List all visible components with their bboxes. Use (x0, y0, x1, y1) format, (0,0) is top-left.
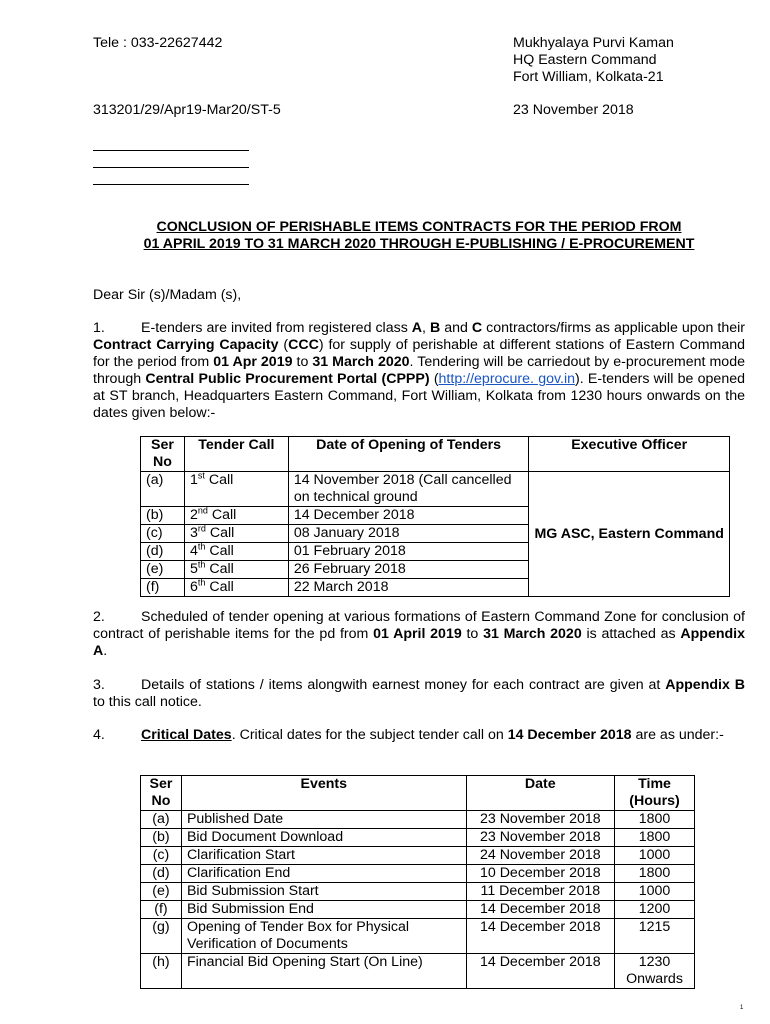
table-row: (a) 1st Call 14 November 2018 (Call cancelled on technical ground MG ASC, Eastern Command (141, 472, 730, 507)
table-row: (d) Clarification End 10 December 2018 1800 (141, 865, 695, 883)
column-header: Ser No (141, 437, 185, 472)
table-row: (h) Financial Bid Opening Start (On Line) 14 December 2018 1230 Onwards (141, 954, 695, 989)
sender-address (513, 35, 674, 86)
tender-call-table (140, 436, 730, 597)
page-number: 1 (740, 1005, 744, 1011)
table-row: (g) Opening of Tender Box for Physical Verification of Documents 14 December 2018 1215 (141, 919, 695, 954)
executive-officer: MG ASC, Eastern Command (529, 472, 730, 597)
paragraph-3: 3. Details of stations / items alongwith earnest money for each contract are given at Appendix B to this call notice. (93, 677, 745, 710)
addressee-blank-line (93, 167, 249, 168)
critical-dates-heading: Critical Dates (141, 727, 232, 743)
paragraph-1: 1. E-tenders are invited from registered class A, B and C contractors/firms as applicable upon their Contract Carrying Capacity (CCC) for supply of perishable at different stations of Eastern Command for the period from 01 Apr 2019 to 31 March 2020. Tendering will be carriedout by e-procurement mode through Central Public Procurement Portal (CPPP) (http://eprocure. gov.in). E-tenders will be opened at ST branch, Headquarters Eastern Command, Fort William, Kolkata from 1230 hours onwards on the dates given below:- (93, 320, 745, 421)
table-header-row (141, 437, 730, 472)
document-title (93, 219, 745, 253)
addressee-blank-line (93, 184, 249, 185)
title-line: CONCLUSION OF PERISHABLE ITEMS CONTRACTS FOR THE PERIOD FROM (156, 219, 682, 235)
table-row: (b) Bid Document Download 23 November 2018 1800 (141, 829, 695, 847)
para-number: 4. (93, 727, 105, 743)
table-row: (f) 6th Call 22 March 2018 (141, 579, 730, 597)
table-row: (e) Bid Submission Start 11 December 2018 1000 (141, 883, 695, 901)
column-header: Date (466, 776, 615, 811)
addressee-blank-line (93, 150, 249, 151)
table-row: (a) Published Date 23 November 2018 1800 (141, 811, 695, 829)
column-header: Events (181, 776, 466, 811)
table-header-row (141, 776, 695, 811)
column-header: Tender Call (184, 437, 288, 472)
title-line: 01 APRIL 2019 TO 31 MARCH 2020 THROUGH E-PUBLISHING / E-PROCUREMENT (143, 236, 695, 252)
reference-number: 313201/29/Apr19-Mar20/ST-5 (93, 102, 281, 118)
para-number: 1. (93, 320, 105, 336)
table-row: (c) 3rd Call 08 January 2018 (141, 525, 730, 543)
column-header: Ser No (141, 776, 182, 811)
para-number: 2. (93, 609, 105, 625)
telephone-number: Tele : 033-22627442 (93, 35, 223, 51)
letter-date: 23 November 2018 (513, 102, 634, 118)
salutation: Dear Sir (s)/Madam (s), (93, 287, 242, 303)
paragraph-2: 2. Scheduled of tender opening at various formations of Eastern Command Zone for conclusion of contract of perishable items for the pd from 01 April 2019 to 31 March 2020 is attached as Appendix A. (93, 609, 746, 659)
table-row: (e) 5th Call 26 February 2018 (141, 561, 730, 579)
column-header: Date of Opening of Tenders (288, 437, 529, 472)
paragraph-4: 4. Critical Dates. Critical dates for the subject tender call on 14 December 2018 are as under:- (93, 727, 724, 743)
table-row: (c) Clarification Start 24 November 2018 1000 (141, 847, 695, 865)
address-line: Fort William, Kolkata-21 (513, 69, 664, 85)
address-line: Mukhyalaya Purvi Kaman (513, 35, 674, 51)
cppp-portal-link[interactable]: http://eprocure. gov.in (438, 371, 576, 387)
table-row: (b) 2nd Call 14 December 2018 (141, 507, 730, 525)
column-header: Executive Officer (529, 437, 730, 472)
table-row: (d) 4th Call 01 February 2018 (141, 543, 730, 561)
address-line: HQ Eastern Command (513, 52, 657, 68)
para-number: 3. (93, 677, 105, 693)
column-header: Time (Hours) (615, 776, 695, 811)
table-row: (f) Bid Submission End 14 December 2018 1200 (141, 901, 695, 919)
critical-dates-table (140, 775, 695, 989)
